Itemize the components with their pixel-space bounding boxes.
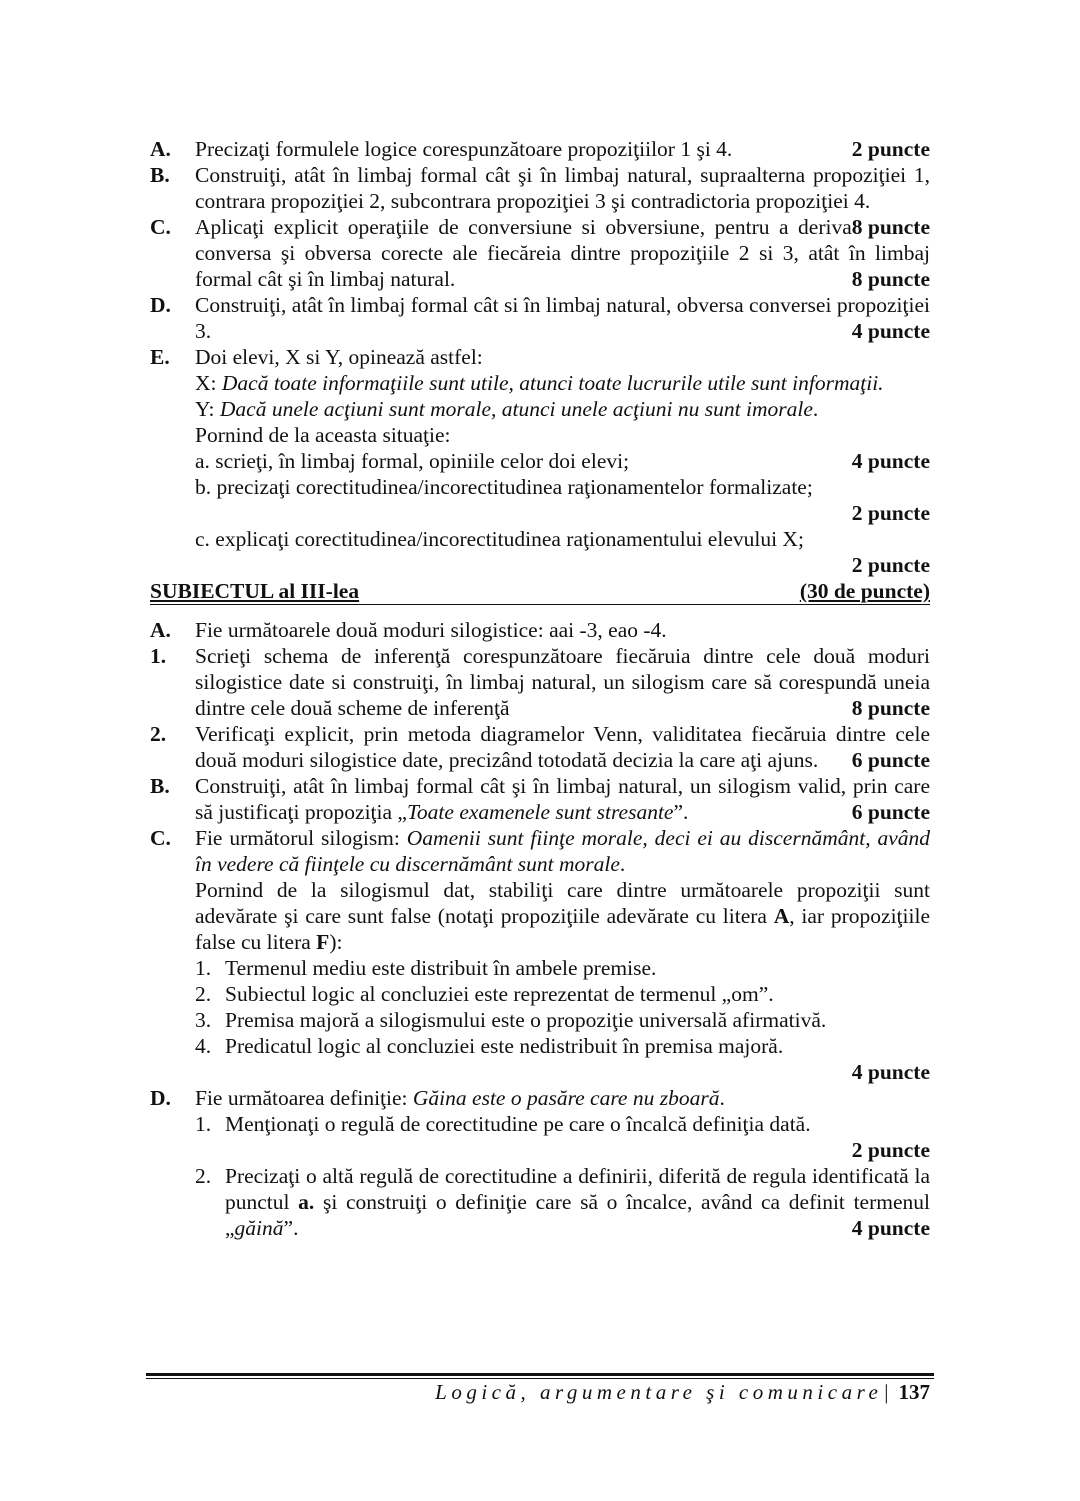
question-3a xyxy=(150,617,930,643)
points: 4 puncte xyxy=(851,449,930,473)
statement: 2. Subiectul logic al concluziei este reprezentat de termenul „om”. xyxy=(195,982,774,1006)
question-2d xyxy=(150,292,930,344)
question-3c xyxy=(150,825,930,1085)
question-label: B. xyxy=(150,774,170,798)
question-text: Scrieţi schema de inferenţă corespunzătoare fiecăruia dintre cele două moduri silogistice date si construiţi, în limbaj natural, un silogism care să corespundă uneia dintre cele două scheme de inferenţă xyxy=(195,644,930,720)
page-footer xyxy=(435,1380,930,1405)
question-lead: Pornind de la aceasta situaţie: xyxy=(195,423,451,447)
statement: 1. Termenul mediu este distribuit în ambele premise. xyxy=(195,956,657,980)
question-label: 2. xyxy=(150,722,167,746)
points: 2 puncte xyxy=(851,1138,930,1162)
question-label: D. xyxy=(150,1086,171,1110)
question-label: C. xyxy=(150,826,171,850)
subquestion-1: 1. Menţionaţi o regulă de corectitudine pe care o încalcă definiţia dată. xyxy=(195,1112,811,1136)
question-intro: Doi elevi, X si Y, opinează astfel: xyxy=(195,345,483,369)
question-label: 1. xyxy=(150,644,167,668)
points: 4 puncte xyxy=(851,319,930,343)
question-3b: B. Construiţi, atât în limbaj formal cât şi în limbaj natural, un silogism valid, prin care să justificaţi propoziţia „Toate examenele sunt stresante”. 6 puncte xyxy=(150,774,930,824)
question-text: Construiţi, atât în limbaj formal cât si în limbaj natural, obversa conversei propoziţiei 3. xyxy=(195,293,930,343)
points: 4 puncte xyxy=(851,1216,930,1240)
points: 8 puncte xyxy=(851,215,930,239)
statement: 3. Premisa majoră a silogismului este o propoziţie universală afirmativă. xyxy=(195,1008,827,1032)
question-3a-1 xyxy=(150,643,930,721)
points: 4 puncte xyxy=(851,1060,930,1084)
points: 6 puncte xyxy=(851,748,930,772)
subquestion-2: 2. Precizaţi o altă regulă de corectitudine a definirii, diferită de regula identificată la punctul a. şi construiţi o definiţie care să o încalce, având ca definit termenul „găină”. 4 puncte xyxy=(195,1164,930,1240)
question-3a-2 xyxy=(150,721,930,773)
page-number: 137 xyxy=(898,1380,930,1404)
section-points: (30 de puncte) xyxy=(799,579,930,603)
quoted-proposition: Toate examenele sunt stresante xyxy=(406,800,674,824)
question-text: Aplicaţi explicit operaţiile de conversiune si obversiune, pentru a deriva conversa şi obversa corecte ale fiecăreia dintre propoziţiile 2 si 3, atât în limbaj formal cât şi în limbaj natural. xyxy=(195,215,930,291)
syllogism-text: Fie următorul silogism: Oamenii sunt fiinţe morale, deci ei au discernământ, având în vedere că fiinţele cu discernământ sunt morale. xyxy=(195,826,930,876)
question-text: Fie următoarele două moduri silogistice: aai -3, eao -4. xyxy=(195,618,667,642)
points: 2 puncte xyxy=(851,553,930,577)
question-2e xyxy=(150,344,930,578)
points: 6 puncte xyxy=(851,800,930,824)
question-2c xyxy=(150,214,930,292)
question-text: Verificaţi explicit, prin metoda diagramelor Venn, validitatea fiecăruia dintre cele două moduri silogistice date, precizând totodată decizia la care aţi ajuns. xyxy=(195,722,930,772)
section-heading xyxy=(150,578,930,605)
question-label: D. xyxy=(150,293,171,317)
points: 2 puncte xyxy=(851,137,930,161)
student-y-opinion: Y: Dacă unele acţiuni sunt morale, atunci unele acţiuni nu sunt imorale. xyxy=(195,397,819,421)
points: 8 puncte xyxy=(851,267,930,291)
question-3d xyxy=(150,1085,930,1241)
subquestion-b: b. precizaţi corectitudinea/incorectitudinea raţionamentelor formalizate; xyxy=(195,475,813,499)
subquestion-c: c. explicaţi corectitudinea/incorectitudinea raţionamentului elevului X; xyxy=(195,527,804,551)
footer-separator: | xyxy=(884,1380,889,1404)
footer-rule xyxy=(146,1373,934,1376)
question-text: Construiţi, atât în limbaj formal cât şi în limbaj natural, un silogism valid, prin care să justificaţi propoziţia „ xyxy=(195,774,930,824)
points: 2 puncte xyxy=(851,501,930,525)
question-text: Construiţi, atât în limbaj formal cât şi în limbaj natural, supraalterna propoziţiei 1, contrara propoziţiei 2, subcontrara propoziţiei 3 şi contradictoria propoziţiei 4. xyxy=(195,163,930,213)
points: 8 puncte xyxy=(851,696,930,720)
question-label: A. xyxy=(150,618,171,642)
task-text: Pornind de la silogismul dat, stabiliţi care dintre următoarele propoziţii sunt adevărate şi care sunt false (notaţi propoziţiile adevărate cu litera A, iar propoziţiile false cu litera F): xyxy=(195,878,930,954)
question-text: Precizaţi formulele logice corespunzătoare propoziţiilor 1 şi 4. xyxy=(195,137,733,161)
question-label: A. xyxy=(150,137,171,161)
statement: 4. Predicatul logic al concluziei este nedistribuit în premisa majoră. xyxy=(195,1034,784,1058)
question-label: B. xyxy=(150,163,170,187)
question-2b xyxy=(150,162,930,239)
definition-text: Fie următoarea definiţie: Găina este o pasăre care nu zboară. xyxy=(195,1086,725,1110)
page-body xyxy=(150,136,930,1241)
question-label: E. xyxy=(150,345,170,369)
student-x-opinion: X: Dacă toate informaţiile sunt utile, atunci toate lucrurile utile sunt informaţii. xyxy=(195,371,884,395)
footer-rule-thin xyxy=(146,1378,934,1379)
question-label: C. xyxy=(150,215,171,239)
question-2a xyxy=(150,136,930,162)
subquestion-a: a. scrieţi, în limbaj formal, opiniile celor doi elevi; 4 puncte xyxy=(195,449,930,473)
section-title: SUBIECTUL al III-lea xyxy=(150,579,360,603)
book-title: Logică, argumentare şi comunicare xyxy=(435,1380,883,1404)
